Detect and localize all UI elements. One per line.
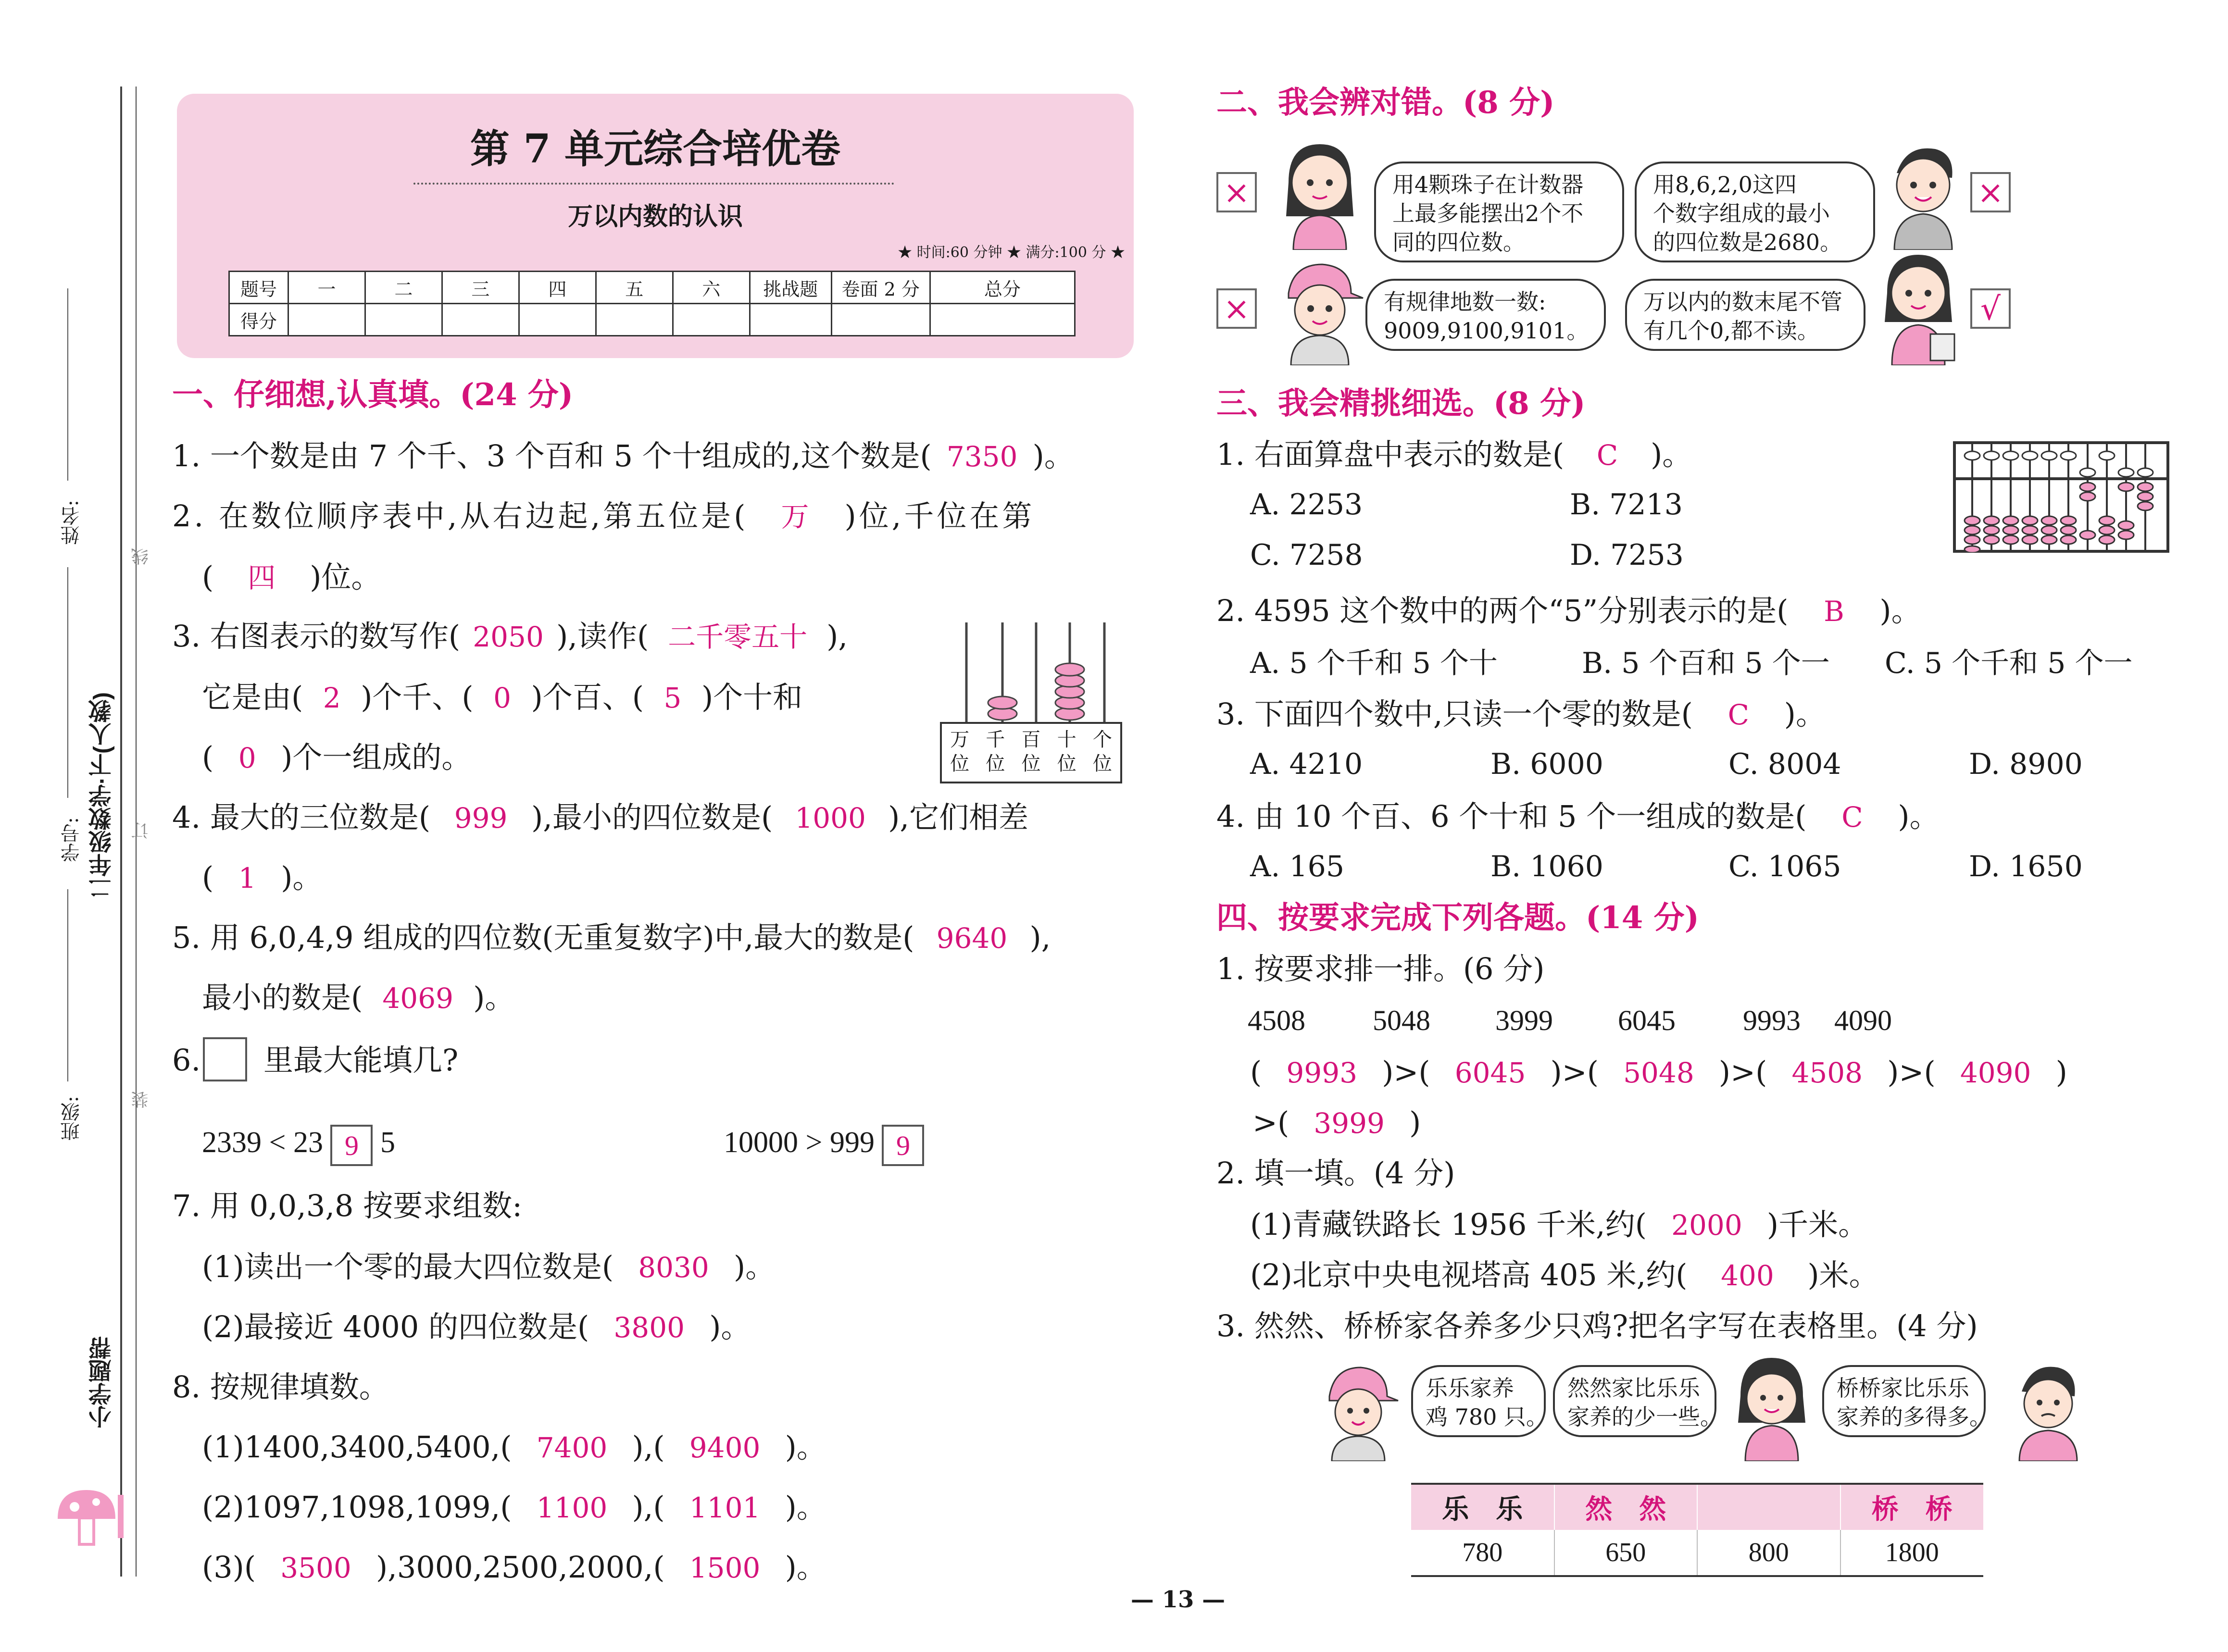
s1-q4-line1: 4. 最大的三位数是( 999 ),最小的四位数是( 1000 ),它们相差	[172, 800, 1029, 835]
s1-q3-line1: 3. 右图表示的数写作( 2050 ),读作( 二千零五十 ),	[172, 619, 848, 654]
speech-bubble-qiaoqiao: 桥桥家比乐乐 家养的多得多。	[1822, 1365, 1986, 1437]
mushroom-logo-icon	[53, 1480, 130, 1553]
s1-q7-p1: (1)读出一个零的最大四位数是( 8030 )。	[202, 1249, 776, 1284]
table-head-blank[interactable]	[1697, 1484, 1840, 1530]
score-head: 卷面 2 分	[831, 272, 930, 304]
cut-mark-2: 订	[131, 822, 151, 839]
s3-q1-opt-a[interactable]: A. 2253	[1250, 488, 1363, 522]
book-label: 二年级数学·下(人教)	[89, 692, 115, 900]
class-line	[67, 889, 68, 1081]
score-cell[interactable]	[596, 304, 673, 336]
score-cell[interactable]	[673, 304, 750, 336]
s1-q1: 1. 一个数是由 7 个千、3 个百和 5 个十组成的,这个数是( 7350 )。	[172, 438, 1074, 473]
name-line	[67, 288, 68, 481]
exam-meta: ★ 时间:60 分钟 ★ 满分:100 分 ★	[898, 244, 1125, 261]
s1-q2-line2: ( 四 )位。	[202, 559, 381, 595]
score-table	[228, 271, 1076, 336]
s1-q6-text: 里最大能填几?	[263, 1043, 459, 1078]
s1-q8: 8. 按规律填数。	[172, 1369, 389, 1404]
cut-mark-3: 装	[131, 1091, 151, 1108]
s1-q4-line2: ( 1 )。	[202, 860, 323, 895]
s3-q3-opt-a[interactable]: A. 4210	[1250, 747, 1363, 781]
score-cell[interactable]	[365, 304, 442, 336]
place-label-ge: 个位	[1092, 729, 1112, 775]
answer-box: 9	[882, 1125, 924, 1166]
table-cell: 800	[1697, 1530, 1840, 1576]
s4-q1: 1. 按要求排一排。(6 分)	[1216, 951, 1545, 986]
score-cell[interactable]	[288, 304, 365, 336]
s1-q8-p2: (2)1097,1098,1099,( 1100 ),( 1101 )。	[202, 1490, 826, 1525]
s3-q4-opt-c[interactable]: C. 1065	[1728, 850, 1841, 883]
s1-q6-expr1: 2339 < 23 9 5	[202, 1125, 395, 1166]
s4-q1-order-line2: >( 3999 )	[1252, 1105, 1421, 1140]
score-head: 四	[519, 272, 596, 304]
boy-character-icon	[2005, 1355, 2091, 1461]
speech-bubble-4: 万以内的数末尾不管 有几个0,都不读。	[1625, 279, 1865, 351]
s4-q2-p1: (1)青藏铁路长 1956 千米,约( 2000 )千米。	[1250, 1207, 1868, 1242]
name-label: 姓名:	[61, 500, 83, 545]
chicken-table	[1411, 1483, 1983, 1577]
s4-q2-p2: (2)北京中央电视塔高 405 米,约( 400 )米。	[1250, 1257, 1879, 1292]
cut-mark-1: 线	[131, 548, 151, 565]
place-label-qian: 千位	[986, 729, 1005, 775]
counting-frame-base	[940, 722, 1122, 783]
score-row-label: 得分	[229, 304, 288, 336]
s4-q2: 2. 填一填。(4 分)	[1216, 1155, 1455, 1191]
answer-box: 9	[330, 1125, 373, 1166]
place-label-shi: 十位	[1057, 729, 1076, 775]
section3-title: 三、我会精挑细选。(8 分)	[1216, 385, 1586, 422]
s1-q8-p1: (1)1400,3400,5400,( 7400 ),( 9400 )。	[202, 1429, 826, 1465]
score-head: 一	[288, 272, 365, 304]
score-head: 挑战题	[750, 272, 831, 304]
s3-q1-opt-c[interactable]: C. 7258	[1250, 538, 1363, 572]
score-head: 三	[442, 272, 519, 304]
score-cell[interactable]	[930, 304, 1075, 336]
score-cell[interactable]	[519, 304, 596, 336]
girl-character-icon	[1274, 135, 1365, 250]
s3-q1-opt-d[interactable]: D. 7253	[1570, 538, 1684, 572]
table-head-ranran: 然 然	[1554, 1484, 1698, 1530]
s3-q4-opt-d[interactable]: D. 1650	[1969, 850, 2083, 883]
s3-q4: 4. 由 10 个百、6 个十和 5 个一组成的数是( C )。	[1216, 799, 1940, 834]
s3-q2-opt-c[interactable]: C. 5 个千和 5 个一	[1885, 646, 2133, 680]
score-head: 二	[365, 272, 442, 304]
s1-q6: 6.	[172, 1043, 201, 1078]
s4-q1-num: 9993	[1743, 1005, 1801, 1036]
s3-q3-opt-d[interactable]: D. 8900	[1969, 747, 2083, 781]
girl-character-icon	[1728, 1351, 1815, 1461]
place-label-wan: 万位	[950, 729, 970, 775]
s1-q7: 7. 用 0,0,3,8 按要求组数:	[172, 1188, 523, 1223]
girl-book-character-icon	[1873, 245, 1964, 365]
s4-q1-num: 6045	[1618, 1005, 1676, 1036]
table-head-qiaoqiao: 桥 桥	[1840, 1484, 1984, 1530]
judge-box-1[interactable]: ×	[1216, 172, 1257, 212]
empty-box-icon	[203, 1037, 247, 1081]
speech-bubble-3: 有规律地数一数: 9009,9100,9101。	[1365, 279, 1606, 351]
title-dotted-rule	[413, 183, 894, 185]
s4-q1-num: 4090	[1834, 1005, 1892, 1036]
brand-label: 小学题帮	[89, 1336, 115, 1428]
s1-q8-p3: (3)( 3500 ),3000,2500,2000,( 1500 )。	[202, 1550, 826, 1585]
s3-q2-opt-b[interactable]: B. 5 个百和 5 个一	[1582, 646, 1830, 680]
score-head: 五	[596, 272, 673, 304]
score-cell[interactable]	[442, 304, 519, 336]
score-head: 题号	[229, 272, 288, 304]
counting-frame-rods-icon	[940, 620, 1120, 723]
s4-q1-num: 4508	[1248, 1005, 1305, 1036]
page-number: — 13 —	[1130, 1586, 1226, 1613]
id-line	[67, 567, 68, 798]
s3-q4-opt-b[interactable]: B. 1060	[1490, 850, 1603, 883]
boy-cap-character-icon	[1274, 255, 1365, 365]
table-head-lele: 乐 乐	[1442, 1493, 1523, 1525]
section1-title: 一、仔细想,认真填。(24 分)	[172, 377, 574, 413]
s1-q5-line1: 5. 用 6,0,4,9 组成的四位数(无重复数字)中,最大的数是( 9640 ),	[172, 920, 1051, 955]
sidebar	[0, 0, 151, 1652]
speech-bubble-1: 用4颗珠子在计数器 上最多能摆出2个不 同的四位数。	[1374, 161, 1624, 262]
speech-bubble-ranran: 然然家比乐乐 家养的少一些。	[1553, 1365, 1716, 1437]
speech-bubble-lele: 乐乐家养 鸡 780 只。	[1411, 1365, 1546, 1437]
s1-q5-line2: 最小的数是( 4069 )。	[202, 980, 515, 1015]
boy-cap-character-icon	[1317, 1360, 1399, 1461]
s4-q1-num: 3999	[1495, 1005, 1553, 1036]
s3-q1: 1. 右面算盘中表示的数是( C )。	[1216, 437, 1692, 472]
suanpan-abacus-icon	[1953, 441, 2169, 553]
score-head: 六	[673, 272, 750, 304]
s3-q1-opt-b[interactable]: B. 7213	[1570, 488, 1683, 522]
section2-title: 二、我会辨对错。(8 分)	[1216, 85, 1555, 121]
score-cell[interactable]	[831, 304, 930, 336]
boy-character-icon	[1878, 135, 1969, 250]
s3-q3: 3. 下面四个数中,只读一个零的数是( C )。	[1216, 696, 1826, 732]
table-cell: 650	[1554, 1530, 1698, 1576]
counting-frame	[940, 620, 1120, 783]
sidebar-divider-line	[120, 87, 122, 1577]
page-title: 第 7 单元综合培优卷	[470, 126, 841, 172]
s3-q2: 2. 4595 这个数中的两个“5”分别表示的是( B )。	[1216, 593, 1921, 628]
table-cell: 780	[1462, 1538, 1503, 1567]
s4-q1-num: 5048	[1373, 1005, 1430, 1036]
s3-q3-opt-c[interactable]: C. 8004	[1728, 747, 1841, 781]
page-subtitle: 万以内数的认识	[567, 203, 743, 231]
judge-box-3[interactable]: ×	[1216, 288, 1257, 329]
speech-bubble-2: 用8,6,2,0这四 个数字组成的最小 的四位数是2680。	[1635, 161, 1875, 262]
s4-q1-order-line1: ( 9993 )>( 6045 )>( 5048 )>( 4508 )>( 4090 )	[1250, 1055, 2067, 1090]
score-head: 总分	[930, 272, 1075, 304]
judge-box-4[interactable]: √	[1970, 288, 2011, 329]
id-label: 学号:	[61, 817, 83, 862]
s3-q2-opt-a[interactable]: A. 5 个千和 5 个十	[1250, 646, 1498, 680]
s1-q3-line3: ( 0 )个一组成的。	[202, 740, 472, 775]
class-label: 班级:	[61, 1096, 83, 1141]
judge-box-2[interactable]: ×	[1970, 172, 2011, 212]
s1-q7-p2: (2)最接近 4000 的四位数是( 3800 )。	[202, 1309, 751, 1344]
s1-q2-line1: 2. 在数位顺序表中,从右边起,第五位是( 万 )位,千位在第	[172, 498, 1035, 534]
s4-q3: 3. 然然、桥桥家各养多少只鸡?把名字写在表格里。(4 分)	[1216, 1308, 1978, 1343]
s3-q4-opt-a[interactable]: A. 165	[1250, 850, 1344, 883]
s1-q6-expr2: 10000 > 999 9	[724, 1125, 924, 1166]
s3-q3-opt-b[interactable]: B. 6000	[1490, 747, 1603, 781]
place-label-bai: 百位	[1021, 729, 1041, 775]
s1-q3-line2: 它是由( 2 )个千、( 0 )个百、( 5 )个十和	[202, 680, 803, 715]
score-cell[interactable]	[750, 304, 831, 336]
table-cell: 1800	[1840, 1530, 1984, 1576]
section4-title: 四、按要求完成下列各题。(14 分)	[1216, 900, 1699, 936]
